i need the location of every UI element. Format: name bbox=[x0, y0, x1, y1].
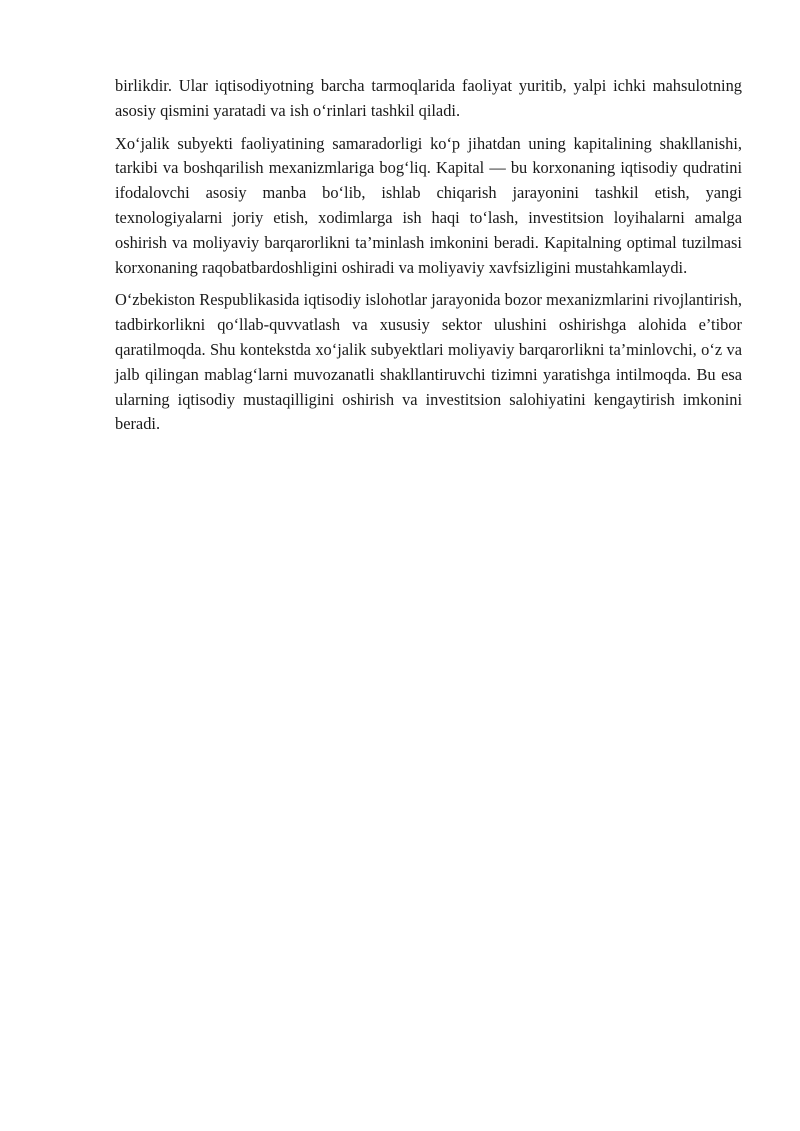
document-body bbox=[115, 74, 742, 445]
paragraph-2: Xo‘jalik subyekti faoliyatining samaradorligi ko‘p jihatdan uning kapitalining shakllanishi, tarkibi va boshqarilish mexanizmlariga bog‘liq. Kapital — bu korxonaning iqtisodiy qudratini ifodalovchi asosiy manba bo‘lib, ishlab chiqarish jarayonini tashkil etish, yangi texnologiyalarni joriy etish, xodimlarga ish haqi to‘lash, investitsion loyihalarni amalga oshirish va moliyaviy barqarorlikni ta’minlash imkonini beradi. Kapitalning optimal tuzilmasi korxonaning raqobatbardoshligini oshiradi va moliyaviy xavfsizligini mustahkamlaydi. bbox=[115, 133, 742, 277]
paragraph-1: birlikdir. Ular iqtisodiyotning barcha tarmoqlarida faoliyat yuritib, yalpi ichki mahsulotning asosiy qismini yaratadi va ish o‘rinlari tashkil qiladi. bbox=[115, 76, 742, 120]
paragraph-3: O‘zbekiston Respublikasida iqtisodiy islohotlar jarayonida bozor mexanizmlarini rivojlantirish, tadbirkorlikni qo‘llab-quvvatlash va xususiy sektor ulushini oshirishga alohida e’tibor qaratilmoqda. Shu kontekstda xo‘jalik subyektlari moliyaviy barqarorlikni ta’minlovchi, o‘z va jalb qilingan mablag‘larni muvozanatli shakllantiruvchi tizimni yaratishga intilmoqda. Bu esa ularning iqtisodiy mustaqilligini oshirish va investitsion salohiyatini kengaytirish imkonini beradi. bbox=[115, 290, 742, 434]
